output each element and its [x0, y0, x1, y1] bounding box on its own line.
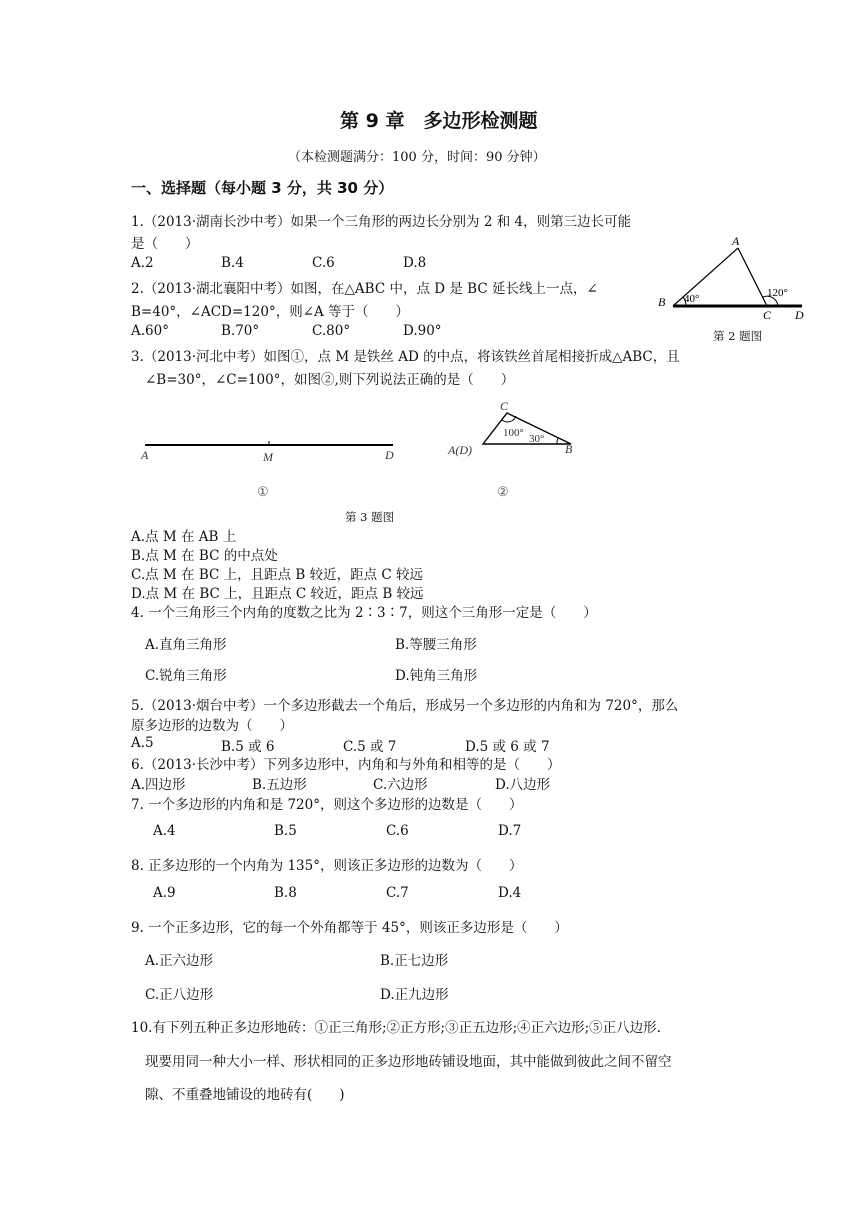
q5-line2: 原多边形的边数为（ ）: [131, 718, 293, 734]
q10-line3: 隙、不重叠地铺设的地砖有( ): [145, 1087, 345, 1103]
q3-fig2-angle-b-value: 30°: [529, 433, 545, 445]
q3-fig2-label-ad: A(D): [448, 443, 472, 457]
q2-option-d: D.90°: [403, 323, 442, 339]
page-title: 第 9 章 多边形检测题: [340, 110, 538, 132]
q3-fig1-number: ①: [257, 484, 269, 499]
q7-option-a: A.4: [153, 823, 176, 839]
q2-option-c: C.80°: [312, 323, 351, 339]
q2-angle-c-value: 120°: [767, 287, 788, 299]
q2-option-b: B.70°: [221, 323, 260, 339]
q6-option-a: A.四边形: [131, 777, 186, 793]
q6-option-b: B.五边形: [252, 777, 307, 793]
q8-line1: 8. 正多边形的一个内角为 135°，则该正多边形的边数为（ ）: [131, 858, 523, 874]
q4-option-d: D.钝角三角形: [395, 668, 478, 684]
q1-option-c: C.6: [312, 255, 335, 271]
q3-fig2-label-b: B: [565, 442, 573, 456]
q3-fig2-number: ②: [497, 484, 509, 499]
q2-angle-b-value: 40°: [684, 293, 700, 305]
section-heading: 一、选择题（每小题 3 分，共 30 分）: [131, 179, 394, 197]
q2-side-ac: [738, 248, 767, 306]
q2-line2: B=40°，∠ACD=120°，则∠A 等于（ ）: [131, 304, 410, 320]
q8-option-a: A.9: [153, 885, 176, 901]
q9-line1: 9. 一个正多边形，它的每一个外角都等于 45°，则该正多边形是（ ）: [131, 920, 568, 936]
q5-line1: 5.（2013·烟台中考）一个多边形截去一个角后，形成另一个多边形的内角和为 720°，那么: [131, 698, 679, 714]
q2-label-b: B: [658, 295, 666, 309]
q3-option-a: A.点 M 在 AB 上: [131, 529, 237, 545]
q10-line1: 10.有下列五种正多边形地砖：①正三角形;②正方形;③正五边形;④正六边形;⑤正八边形.: [131, 1020, 661, 1036]
q3-fig1-label-a: A: [141, 448, 149, 462]
q9-option-c: C.正八边形: [145, 987, 214, 1003]
q1-option-d: D.8: [403, 255, 427, 271]
q7-option-d: D.7: [498, 823, 522, 839]
q4-line1: 4. 一个三角形三个内角的度数之比为 2∶3∶7，则这个三角形一定是（ ）: [131, 605, 597, 621]
q3-line1: 3.（2013·河北中考）如图①，点 M 是铁丝 AD 的中点，将该铁丝首尾相接折成△ABC，且: [131, 349, 680, 365]
q1-line2: 是（ ）: [131, 236, 199, 252]
q1-option-a: A.2: [131, 255, 154, 271]
q3-figure-1: [135, 430, 405, 505]
q8-option-d: D.4: [498, 885, 522, 901]
q3-option-b: B.点 M 在 BC 的中点处: [131, 548, 278, 564]
q2-label-a: A: [732, 234, 740, 248]
q6-option-c: C.六边形: [373, 777, 428, 793]
q1-line1: 1.（2013·湖南长沙中考）如果一个三角形的两边长分别为 2 和 4，则第三边长可能: [131, 214, 632, 230]
q10-line2: 现要用同一种大小一样、形状相同的正多边形地砖铺设地面，其中能做到彼此之间不留空: [145, 1054, 672, 1070]
q6-line1: 6.（2013·长沙中考）下列多边形中，内角和与外角和相等的是（ ）: [131, 757, 561, 773]
q2-label-d: D: [795, 308, 804, 322]
q5-option-b: B.5 或 6: [221, 739, 275, 755]
q3-figure-caption: 第 3 题图: [345, 510, 395, 524]
q9-option-b: B.正七边形: [380, 953, 449, 969]
page-subtitle: （本检测题满分：100 分，时间：90 分钟）: [288, 150, 546, 165]
q3-fig2-angle-c-value: 100°: [503, 427, 524, 439]
q4-option-a: A.直角三角形: [145, 637, 227, 653]
q9-option-a: A.正六边形: [145, 953, 214, 969]
q2-line1: 2.（2013·湖北襄阳中考）如图，在△ABC 中，点 D 是 BC 延长线上一点，∠: [131, 281, 598, 297]
q3-fig1-label-m: M: [263, 450, 273, 464]
q4-option-b: B.等腰三角形: [395, 637, 477, 653]
q2-figure-caption: 第 2 题图: [713, 329, 763, 343]
q4-option-c: C.锐角三角形: [145, 668, 227, 684]
q2-option-a: A.60°: [131, 323, 169, 339]
q7-option-c: C.6: [386, 823, 409, 839]
q3-line2: ∠B=30°，∠C=100°，如图②,则下列说法正确的是（ ）: [145, 372, 515, 388]
q3-option-c: C.点 M 在 BC 上，且距点 B 较近，距点 C 较远: [131, 567, 424, 583]
q3-figure-2: [445, 396, 595, 506]
q5-option-d: D.5 或 6 或 7: [465, 739, 550, 755]
q8-option-b: B.8: [274, 885, 297, 901]
q1-option-b: B.4: [221, 255, 244, 271]
q3-fig1-label-d: D: [385, 448, 394, 462]
q9-option-d: D.正九边形: [380, 987, 449, 1003]
q8-option-c: C.7: [386, 885, 409, 901]
q5-option-c: C.5 或 7: [343, 739, 397, 755]
q2-label-c: C: [763, 308, 772, 322]
q5-option-a: A.5: [131, 735, 154, 751]
q3-option-d: D.点 M 在 BC 上，且距点 C 较近，距点 B 较远: [131, 586, 424, 602]
q3-angle-b-arc: [557, 438, 558, 444]
q3-fig2-label-c: C: [500, 399, 509, 413]
q6-option-d: D.八边形: [495, 777, 551, 793]
q7-option-b: B.5: [274, 823, 297, 839]
q7-line1: 7. 一个多边形的内角和是 720°，则这个多边形的边数是（ ）: [131, 797, 523, 813]
